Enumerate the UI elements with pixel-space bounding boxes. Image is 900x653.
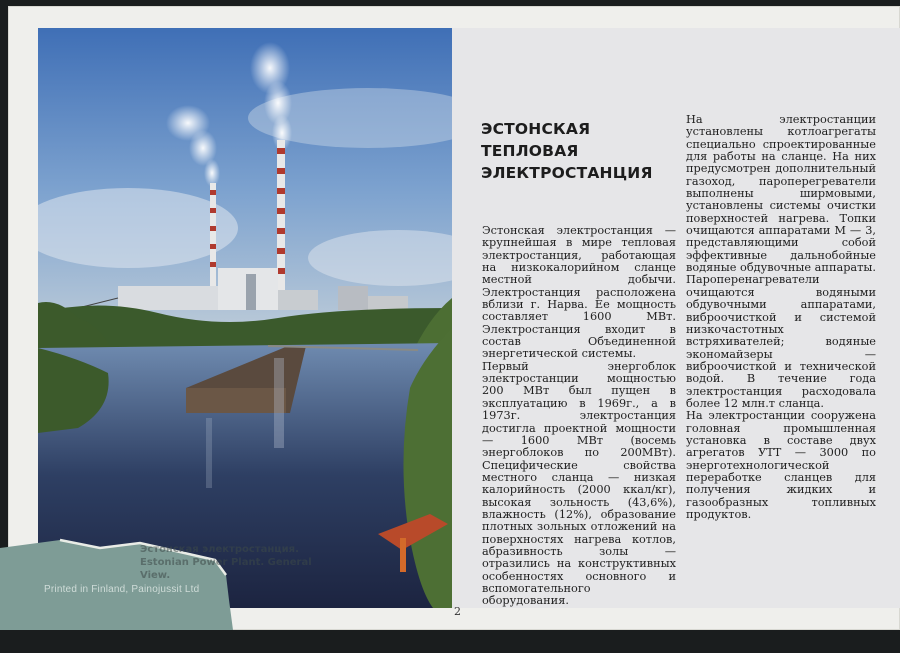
- title-line: ЭСТОНСКАЯ: [481, 120, 591, 138]
- paragraph: На электростанции установлены котлоагрегаты специально спроектированные для работы на сланце. На них предусмотрен дополнительный газоход, пароперегреватели выполнены ширмовыми, установлены системы очистки поверхностей нагрева. Топки очищаются аппаратами М — 3, представляющими собой эффективные дальнобойные водяные обдувочные аппараты.: [686, 113, 877, 275]
- title-line: ЭЛЕКТРОСТАНЦИЯ: [481, 164, 653, 182]
- title-line: ТЕПЛОВАЯ: [481, 142, 579, 160]
- paragraph: Эстонская электростанция — крупнейшая в мире тепловая электростанция, работающая на низкокалорийном сланце местной добычи. Электростанция расположена вблизи г. Нарва. Ее мощность составляет 1600 МВт. Электростанция входит в состав Объединенной энергетической системы.: [482, 224, 676, 361]
- paragraph: Первый энергоблок электростанции мощностью 200 МВт был пущен в эксплуатацию в 1969г., а в 1973г. электростанция достигла проектной мощности — 1600 МВт (восемь энергоблоков по 200МВт). Специфические свойства местного сланца — низкая калорийность (2000 ккал/кг), высокая зольность (43,6%), влажность (12%), образование плотных зольных отложений на поверхностях нагрева котлов, абразивность золы — отразились на конструктивных особенностях основного и вспомогательного оборудования.: [482, 359, 676, 608]
- caption-line: Эстонская электростанция.: [140, 544, 299, 555]
- paragraph: Пароперенагреватели очищаются водяными обдувочными аппаратами, виброочисткой и системой низкочастотных встряхивателей; водяные экономайзеры — виброочисткой и технической водой. В течение года электростанция расходовала более 12 млн.т сланца.: [686, 273, 876, 410]
- paragraph: На электростанции сооружена головная промышленная установка в составе двух агрегатов УТТ — 3000 по энерготехнологической переработке сланцев для получения жидких и газообразных топливных продуктов.: [686, 409, 876, 521]
- printer-note: Printed in Finland, Painojussit Ltd: [44, 584, 200, 595]
- photo-caption: [140, 543, 340, 582]
- caption-line: Estonian Power Plant. General View.: [140, 557, 312, 581]
- page-number: 2: [454, 605, 461, 618]
